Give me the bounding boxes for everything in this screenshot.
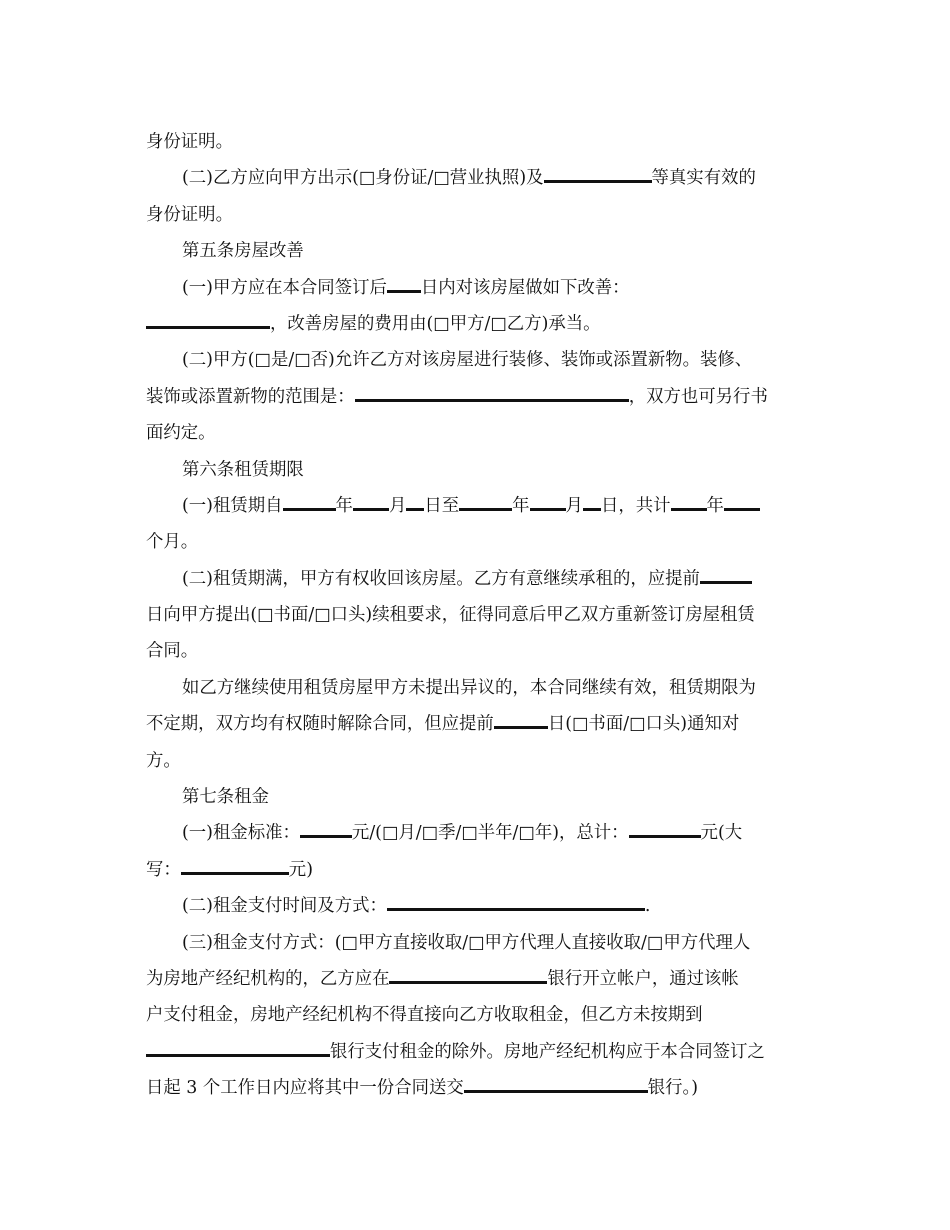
text-run: 不定期，双方均有权随时解除合同，但应提前: [146, 714, 494, 735]
fill-blank[interactable]: [700, 569, 752, 584]
text-run: 银行。): [647, 1078, 699, 1099]
text-run: ，改善房屋的费用由(□甲方/□乙方)承当。: [270, 313, 601, 334]
text-run: (二)甲方(□是/□否)允许乙方对该房屋进行装修、装饰或添置新物。装修、: [182, 350, 753, 371]
fill-blank[interactable]: [355, 387, 629, 402]
text-line: [146, 1070, 810, 1106]
text-run: 第五条房屋改善: [182, 241, 304, 262]
text-run: (一)租赁期自: [182, 495, 283, 516]
section-heading: [146, 779, 810, 815]
text-run: 等真实有效的: [651, 168, 756, 189]
text-run: 合同。: [146, 641, 199, 662]
fill-blank[interactable]: [387, 278, 421, 293]
text-line: [146, 597, 810, 633]
fill-blank[interactable]: [146, 1042, 330, 1057]
fill-blank[interactable]: [459, 496, 512, 511]
text-run: 日(□书面/□口头)通知对: [547, 714, 740, 735]
text-run: 方。: [146, 750, 181, 771]
text-run: ，双方也可另行书: [628, 386, 768, 407]
text-run: 如乙方继续使用租赁房屋甲方未提出异议的，本合同继续有效，租赁期限为: [182, 677, 756, 698]
text-run: 银行支付租金的除外。房地产经纪机构应于本合同签订之: [330, 1041, 765, 1062]
text-run: 元/(□月/□季/□半年/□年)，总计：: [351, 823, 629, 844]
text-line: [146, 306, 810, 342]
fill-blank[interactable]: [146, 314, 270, 329]
text-run: 日起 3 个工作日内应将其中一份合同送交: [146, 1078, 464, 1099]
text-line: [146, 706, 810, 742]
text-run: (一)甲方应在本合同签订后: [182, 277, 387, 298]
text-run: 年: [706, 495, 724, 516]
text-run: 户支付租金，房地产经纪机构不得直接向乙方收取租金，但乙方未按期到: [146, 1005, 703, 1026]
text-run: 为房地产经纪机构的，乙方应在: [146, 968, 390, 989]
text-line: [146, 997, 810, 1033]
fill-blank[interactable]: [389, 969, 547, 984]
fill-blank[interactable]: [494, 714, 548, 729]
text-run: 元): [288, 859, 313, 880]
text-line: [146, 379, 810, 415]
text-line: [146, 961, 810, 997]
text-run: (一)租金标准：: [182, 823, 300, 844]
fill-blank[interactable]: [406, 496, 424, 511]
text-run: 第六条租赁期限: [182, 459, 304, 480]
fill-blank[interactable]: [353, 496, 389, 511]
fill-blank[interactable]: [583, 496, 601, 511]
fill-blank[interactable]: [181, 860, 289, 875]
text-line: [146, 925, 810, 961]
text-run: 日向甲方提出(□书面/□口头)续租要求，征得同意后甲乙双方重新签订房屋租赁: [146, 605, 755, 626]
text-line: [146, 561, 810, 597]
text-run: 日至: [424, 495, 460, 516]
text-line: [146, 270, 810, 306]
text-run: 身份证明。: [146, 132, 233, 152]
text-run: (二)租金支付时间及方式：: [182, 896, 387, 917]
text-line: [146, 160, 810, 196]
text-run: 写：: [146, 859, 181, 880]
fill-blank[interactable]: [544, 168, 652, 183]
section-heading: [146, 233, 810, 269]
text-line: [146, 488, 810, 524]
text-run: 银行开立帐户，通过该帐: [547, 968, 739, 989]
text-line: [146, 815, 810, 851]
text-line: [146, 197, 810, 233]
text-run: 面约定。: [146, 423, 216, 444]
text-line: [146, 524, 810, 560]
text-run: 个月。: [146, 532, 199, 553]
contract-page: [146, 124, 810, 1107]
text-line: [146, 633, 810, 669]
text-run: 日内对该房屋做如下改善：: [420, 277, 630, 298]
fill-blank[interactable]: [387, 896, 645, 911]
text-run: 第七条租金: [182, 787, 269, 808]
text-run: (二)乙方应向甲方出示(□身份证/□营业执照)及: [182, 168, 544, 189]
text-line: [146, 670, 810, 706]
fill-blank[interactable]: [283, 496, 336, 511]
section-heading: [146, 452, 810, 488]
text-run: 年: [512, 495, 530, 516]
text-run: (三)租金支付方式：(□甲方直接收取/□甲方代理人直接收取/□甲方代理人: [182, 932, 751, 953]
text-line: [146, 852, 810, 888]
text-run: 元(大: [700, 823, 743, 844]
fill-blank[interactable]: [300, 823, 352, 838]
text-line: [146, 415, 810, 451]
fill-blank[interactable]: [629, 823, 701, 838]
text-run: 日，共计: [600, 495, 671, 516]
fill-blank[interactable]: [464, 1078, 648, 1093]
text-run: 身份证明。: [146, 204, 233, 225]
text-line: [146, 1034, 810, 1070]
fill-blank[interactable]: [671, 496, 707, 511]
text-line: [146, 342, 810, 378]
text-run: 月: [388, 495, 407, 516]
text-run: 装饰或添置新物的范围是：: [146, 386, 355, 407]
fill-blank[interactable]: [724, 496, 760, 511]
text-run: 月: [565, 495, 583, 516]
text-line: [146, 743, 810, 779]
fill-blank[interactable]: [530, 496, 566, 511]
text-run: .: [644, 896, 651, 917]
text-run: (二)租赁期满，甲方有权收回该房屋。乙方有意继续承租的，应提前: [182, 568, 700, 589]
text-line: [146, 124, 810, 160]
text-line: [146, 888, 810, 924]
text-run: 年: [335, 495, 353, 516]
